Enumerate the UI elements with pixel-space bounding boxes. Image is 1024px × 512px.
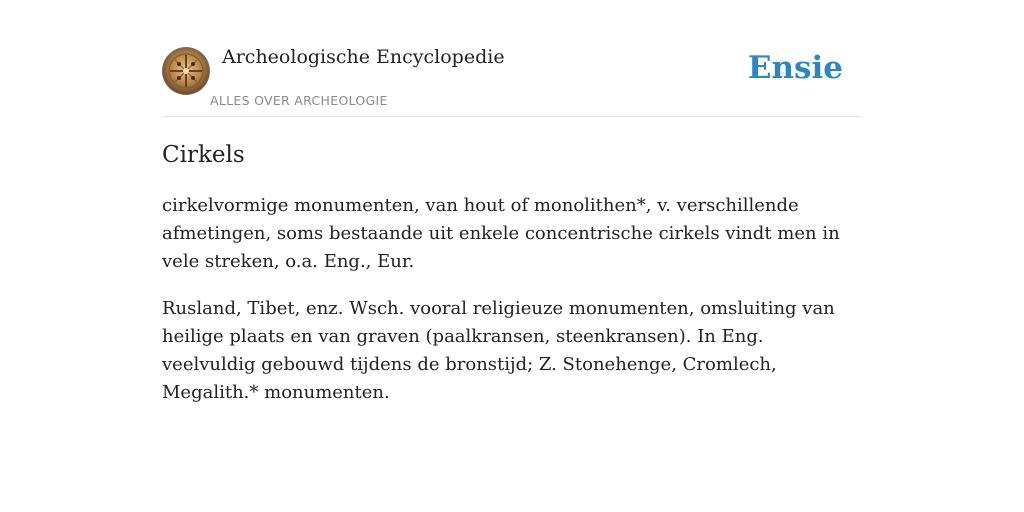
entry-paragraph: cirkelvormige monumenten, van hout of monolithen*, v. verschillende afmetingen, soms bestaande uit enkele concentrische cirkels vindt men in vele streken, o.a. Eng., Eur.: [162, 195, 840, 272]
site-title-link[interactable]: Archeologische Encyclopedie: [222, 46, 505, 68]
site-avatar[interactable]: [162, 47, 210, 95]
entry-content: [162, 136, 862, 407]
site-subtitle: ALLES OVER ARCHEOLOGIE: [210, 93, 388, 108]
site-header: [162, 40, 862, 117]
entry-paragraph: Rusland, Tibet, enz. Wsch. vooral religieuze monumenten, omsluiting van heilige plaats en van graven (paalkransen, steenkransen). In Eng. veelvuldig gebouwd tijdens de bronstijd; Z. Stonehenge, Cromlech, Megalith.* monumenten.: [162, 298, 835, 403]
ensie-logo-link[interactable]: Ensie: [747, 50, 843, 86]
entry-title: Cirkels: [162, 142, 245, 168]
archaeological-artifact-icon: [162, 47, 210, 95]
